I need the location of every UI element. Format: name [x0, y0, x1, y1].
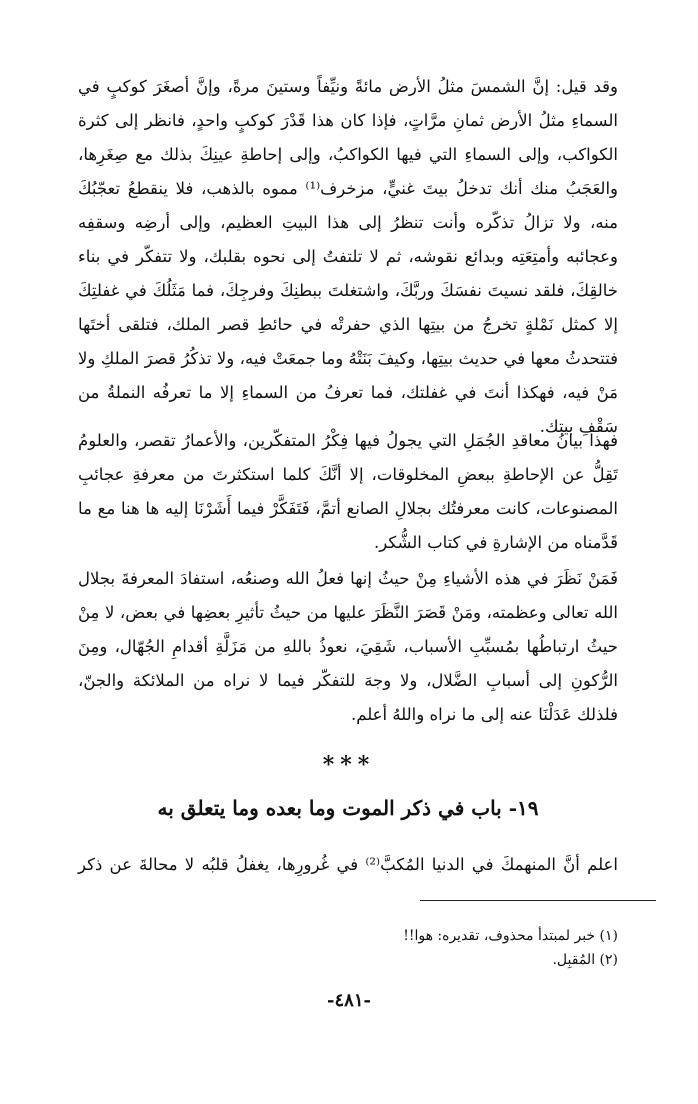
- footnote-2: (٢) المُقبِل.: [552, 952, 618, 968]
- chapter-intro: اعلم أنَّ المنهمكَ في الدنيا المُكبَّ⁽²⁾ في غُرورِها، يغفلُ قلبُه لا محالةَ عن ذكر: [78, 855, 618, 874]
- footnote-divider: [420, 900, 656, 901]
- chapter-heading: ١٩- باب في ذكر الموت وما بعده وما يتعلق به: [157, 796, 539, 820]
- paragraph-3: فَمَنْ نَظَرَ في هذه الأشياءِ مِنْ حيثُ إنها فعلُ الله وصنعُه، استفادَ المعرفةَ بجلال الله تعالى وعظمته، ومَنْ قَصَرَ النَّظَرَ عليها من حيثُ تأثيرِ بعضِها في بعض، لا مِنْ حيثُ ارتباطُها بمُسبِّبِ الأسباب، شَقِيَ، نعوذُ باللهِ من مَزَلَّةِ أقدامِ الجُهّال، ومِنَ الرُّكونِ إلى أسبابِ الضَّلال، ولا وجهَ للتفكّر فيما لا نراه من الملائكة والجنّ، فلذلك عَدَلْنَا عنه إلى ما نراه واللهُ أعلم.: [78, 569, 618, 724]
- paragraph-2: فهذا بيانُ معاقدِ الجُمَلِ التي يجولُ فيها فِكْرُ المتفكّرين، والأعمارُ تقصر، والعلومُ تَقِلُّ عن الإحاطةِ ببعضِ المخلوقات، إلا أنَّكَ كلما استكثرتَ من معرفةِ عجائبِ المصنوعات، كانت معرفتُك بجلالِ الصانع أتمَّ، فَتَفَكَّرْ فيما أَشَرْنَا إليه ها هنا مع ما قَدَّمناه من الإشارةِ في كتاب الشُّكر.: [78, 431, 618, 552]
- page-number: -٤٨١-: [327, 990, 371, 1011]
- section-separator: ***: [322, 752, 376, 778]
- footnote-1: (١) خبر لمبتدأ محذوف، تقديره: هوا!!: [403, 928, 618, 944]
- paragraph-1: وقد قيل: إنَّ الشمسَ مثلُ الأرض مائةً ونيِّفاً وستينَ مرةً، وإنَّ أصغَرَ كوكبٍ في السماءِ مثلُ الأرض ثمانِ مرَّاتٍ، فإذا كان هذا قَدْرَ كوكبٍ واحدٍ، فانظر إلى كثرة الكواكب، وإلى السماءِ التي فيها الكواكبُ، وإلى إحاطةِ عينِكَ بذلك مع صِغَرِها، والعَجَبُ منك أنك تدخلُ بيتَ غنيٍّ، مزخرف⁽¹⁾ مموه بالذهب، فلا ينقطعُ تعجّبُكَ منه، ولا تزالُ تذكّره وأنت تنظرُ إلى هذا البيتِ العظيم، وإلى أرضِه وسقفِه وعجائبه وأمتِعَتِه وبدائع نقوشه، ثم لا تلتفتُ إلى نحوه بقلبك، ولا تتفكّر في بناء خالقِكَ، فلقد نسيتَ نفسَكَ وربَّكَ، واشتغلتَ ببطنِكَ وفرجِكَ، فما مَثَلُكَ في غفلتِكَ إلا كمثل نَمْلةٍ تخرجُ من بيتِها الذي حفرتْه في حائطِ قصر الملك، فتلقى أختَها فتتحدثُ معها في حديث بيتِها، وكيفَ بَنَتْهُ وما جمعَتْ فيه، ولا تذكُرُ قصرَ الملكِ ولا مَنْ فيه، فهكذا أنتَ في غفلتك، فما تعرفُ من السماءِ إلا ما تعرفُه النملةُ من سَقْفِ بيتك.: [78, 77, 618, 436]
- footnotes: [78, 924, 618, 972]
